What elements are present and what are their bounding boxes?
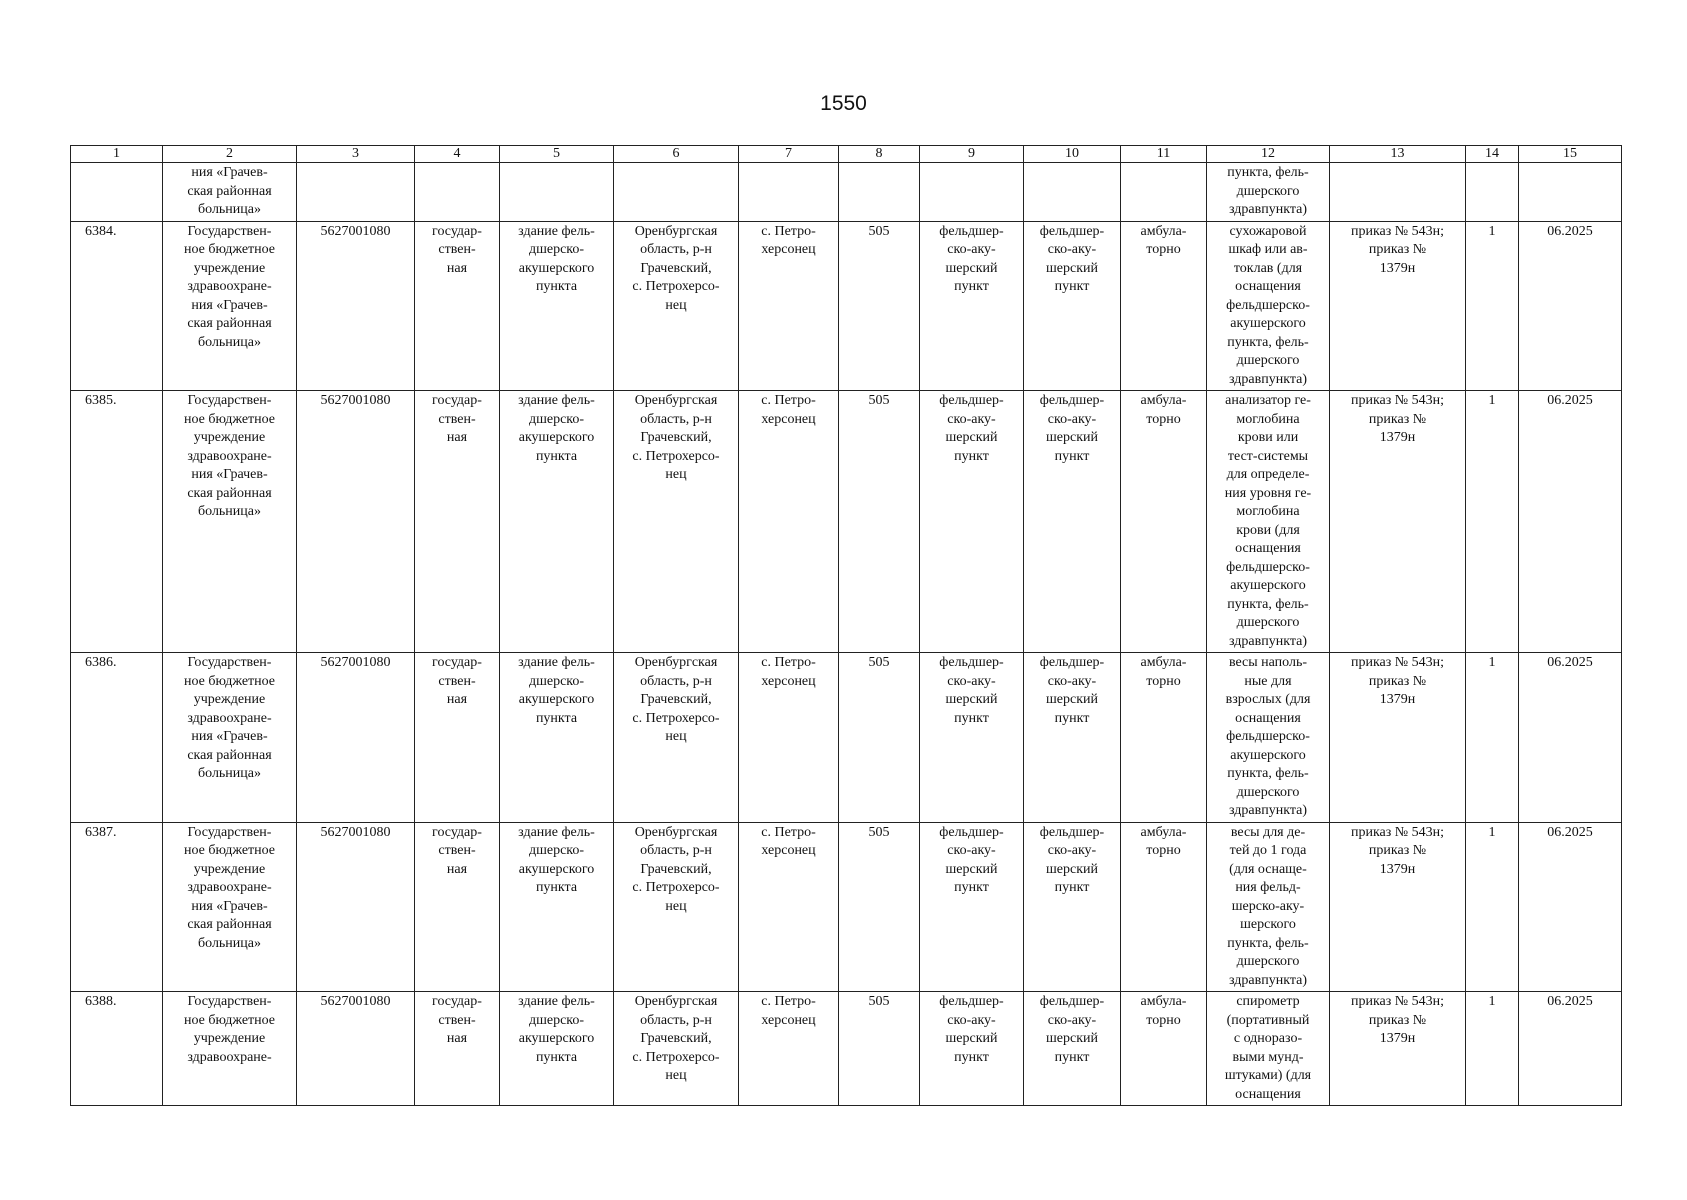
table-cell: Оренбургская область, р-н Грачевский, с. Петрохерсо- нец — [614, 391, 739, 653]
column-header: 5 — [500, 146, 614, 163]
registry-table — [70, 145, 1622, 1106]
table-row — [71, 391, 1622, 653]
table-cell: 505 — [839, 822, 920, 992]
table-cell: 06.2025 — [1519, 822, 1622, 992]
column-header: 3 — [297, 146, 415, 163]
column-header: 15 — [1519, 146, 1622, 163]
table-cell — [1121, 163, 1207, 222]
table-cell: 1 — [1466, 221, 1519, 391]
table-cell: с. Петро- херсонец — [739, 391, 839, 653]
table-cell: 6388. — [71, 992, 163, 1106]
column-header: 9 — [920, 146, 1024, 163]
page-number: 1550 — [820, 92, 867, 115]
table-row — [71, 163, 1622, 222]
table-cell: 6385. — [71, 391, 163, 653]
table-cell: сухожаровой шкаф или ав- токлав (для оснащения фельдшерско- акушерского пункта, фель- дшерского здравпункта) — [1207, 221, 1330, 391]
table-cell: 1 — [1466, 653, 1519, 823]
table-cell: Государствен- ное бюджетное учреждение здравоохране- — [163, 992, 297, 1106]
table-cell: фельдшер- ско-аку- шерский пункт — [920, 653, 1024, 823]
table-cell: государ- ствен- ная — [415, 992, 500, 1106]
table-cell: фельдшер- ско-аку- шерский пункт — [1024, 992, 1121, 1106]
table-cell: 5627001080 — [297, 391, 415, 653]
column-header: 8 — [839, 146, 920, 163]
column-header: 1 — [71, 146, 163, 163]
table-cell — [71, 163, 163, 222]
table-cell: 06.2025 — [1519, 391, 1622, 653]
table-cell: фельдшер- ско-аку- шерский пункт — [1024, 391, 1121, 653]
table-cell: 5627001080 — [297, 992, 415, 1106]
table-cell: анализатор ге- моглобина крови или тест-системы для определе- ния уровня ге- моглобина крови (для оснащения фельдшерско- акушерского пункта, фель- дшерского здравпункта) — [1207, 391, 1330, 653]
column-header: 10 — [1024, 146, 1121, 163]
table-cell: фельдшер- ско-аку- шерский пункт — [920, 221, 1024, 391]
table-cell: пункта, фель- дшерского здравпункта) — [1207, 163, 1330, 222]
table-cell: Государствен- ное бюджетное учреждение здравоохране- ния «Грачев- ская районная больница» — [163, 391, 297, 653]
table-cell: приказ № 543н; приказ № 1379н — [1330, 653, 1466, 823]
column-header: 2 — [163, 146, 297, 163]
table-cell: Оренбургская область, р-н Грачевский, с. Петрохерсо- нец — [614, 653, 739, 823]
column-header: 4 — [415, 146, 500, 163]
table-cell: фельдшер- ско-аку- шерский пункт — [1024, 653, 1121, 823]
table-cell: фельдшер- ско-аку- шерский пункт — [920, 822, 1024, 992]
table-cell: государ- ствен- ная — [415, 822, 500, 992]
table-row — [71, 221, 1622, 391]
table-cell: здание фель- дшерско- акушерского пункта — [500, 992, 614, 1106]
table-cell — [297, 163, 415, 222]
table-cell: ния «Грачев- ская районная больница» — [163, 163, 297, 222]
table-cell: Оренбургская область, р-н Грачевский, с. Петрохерсо- нец — [614, 822, 739, 992]
table-cell: 6384. — [71, 221, 163, 391]
table-cell — [614, 163, 739, 222]
table-cell: амбула- торно — [1121, 822, 1207, 992]
table-cell — [1024, 163, 1121, 222]
table-cell: 505 — [839, 391, 920, 653]
table-cell: весы наполь- ные для взрослых (для оснащения фельдшерско- акушерского пункта, фель- дшерского здравпункта) — [1207, 653, 1330, 823]
table-cell: весы для де- тей до 1 года (для оснаще- ния фельд- шерско-аку- шерского пункта, фель- дшерского здравпункта) — [1207, 822, 1330, 992]
table-cell: приказ № 543н; приказ № 1379н — [1330, 822, 1466, 992]
table-cell: фельдшер- ско-аку- шерский пункт — [920, 992, 1024, 1106]
table-cell: государ- ствен- ная — [415, 221, 500, 391]
table-cell — [415, 163, 500, 222]
table-cell: спирометр (портативный с одноразо- выми мунд- штуками) (для оснащения — [1207, 992, 1330, 1106]
table-cell: 06.2025 — [1519, 653, 1622, 823]
table-cell: Государствен- ное бюджетное учреждение здравоохране- ния «Грачев- ская районная больница» — [163, 822, 297, 992]
table-cell: Оренбургская область, р-н Грачевский, с. Петрохерсо- нец — [614, 221, 739, 391]
table-cell — [739, 163, 839, 222]
table-cell: амбула- торно — [1121, 221, 1207, 391]
table-cell: 1 — [1466, 822, 1519, 992]
table-cell — [1519, 163, 1622, 222]
table-cell: 1 — [1466, 992, 1519, 1106]
table-cell: 5627001080 — [297, 653, 415, 823]
table-cell — [920, 163, 1024, 222]
table-cell: Государствен- ное бюджетное учреждение здравоохране- ния «Грачев- ская районная больница» — [163, 221, 297, 391]
table-cell — [1466, 163, 1519, 222]
table-cell — [500, 163, 614, 222]
table-cell: фельдшер- ско-аку- шерский пункт — [1024, 221, 1121, 391]
table-cell: Оренбургская область, р-н Грачевский, с. Петрохерсо- нец — [614, 992, 739, 1106]
table-cell: 5627001080 — [297, 822, 415, 992]
table-cell: с. Петро- херсонец — [739, 992, 839, 1106]
table-cell: с. Петро- херсонец — [739, 822, 839, 992]
table-cell: 505 — [839, 221, 920, 391]
table-cell: государ- ствен- ная — [415, 653, 500, 823]
column-header: 11 — [1121, 146, 1207, 163]
table-cell: здание фель- дшерско- акушерского пункта — [500, 391, 614, 653]
table-header-row — [71, 146, 1622, 163]
table-cell: приказ № 543н; приказ № 1379н — [1330, 992, 1466, 1106]
table-cell: Государствен- ное бюджетное учреждение здравоохране- ния «Грачев- ская районная больница» — [163, 653, 297, 823]
column-header: 7 — [739, 146, 839, 163]
table-row — [71, 992, 1622, 1106]
table-row — [71, 653, 1622, 823]
table-cell: 06.2025 — [1519, 992, 1622, 1106]
table-cell: 5627001080 — [297, 221, 415, 391]
table-cell: 6387. — [71, 822, 163, 992]
table-cell: 505 — [839, 653, 920, 823]
table-cell: государ- ствен- ная — [415, 391, 500, 653]
table-cell: приказ № 543н; приказ № 1379н — [1330, 391, 1466, 653]
table-cell — [1330, 163, 1466, 222]
column-header: 13 — [1330, 146, 1466, 163]
column-header: 6 — [614, 146, 739, 163]
table-cell: 06.2025 — [1519, 221, 1622, 391]
table-cell: здание фель- дшерско- акушерского пункта — [500, 221, 614, 391]
table-cell: здание фель- дшерско- акушерского пункта — [500, 822, 614, 992]
table-cell: здание фель- дшерско- акушерского пункта — [500, 653, 614, 823]
column-header: 12 — [1207, 146, 1330, 163]
table-cell: амбула- торно — [1121, 992, 1207, 1106]
table-cell: 1 — [1466, 391, 1519, 653]
table-row — [71, 822, 1622, 992]
table-cell: 6386. — [71, 653, 163, 823]
table-cell: амбула- торно — [1121, 653, 1207, 823]
table-cell: приказ № 543н; приказ № 1379н — [1330, 221, 1466, 391]
table-cell: с. Петро- херсонец — [739, 221, 839, 391]
table-cell: фельдшер- ско-аку- шерский пункт — [1024, 822, 1121, 992]
table-cell: амбула- торно — [1121, 391, 1207, 653]
table-cell — [839, 163, 920, 222]
table-cell: 505 — [839, 992, 920, 1106]
table-cell: с. Петро- херсонец — [739, 653, 839, 823]
column-header: 14 — [1466, 146, 1519, 163]
table-cell: фельдшер- ско-аку- шерский пункт — [920, 391, 1024, 653]
